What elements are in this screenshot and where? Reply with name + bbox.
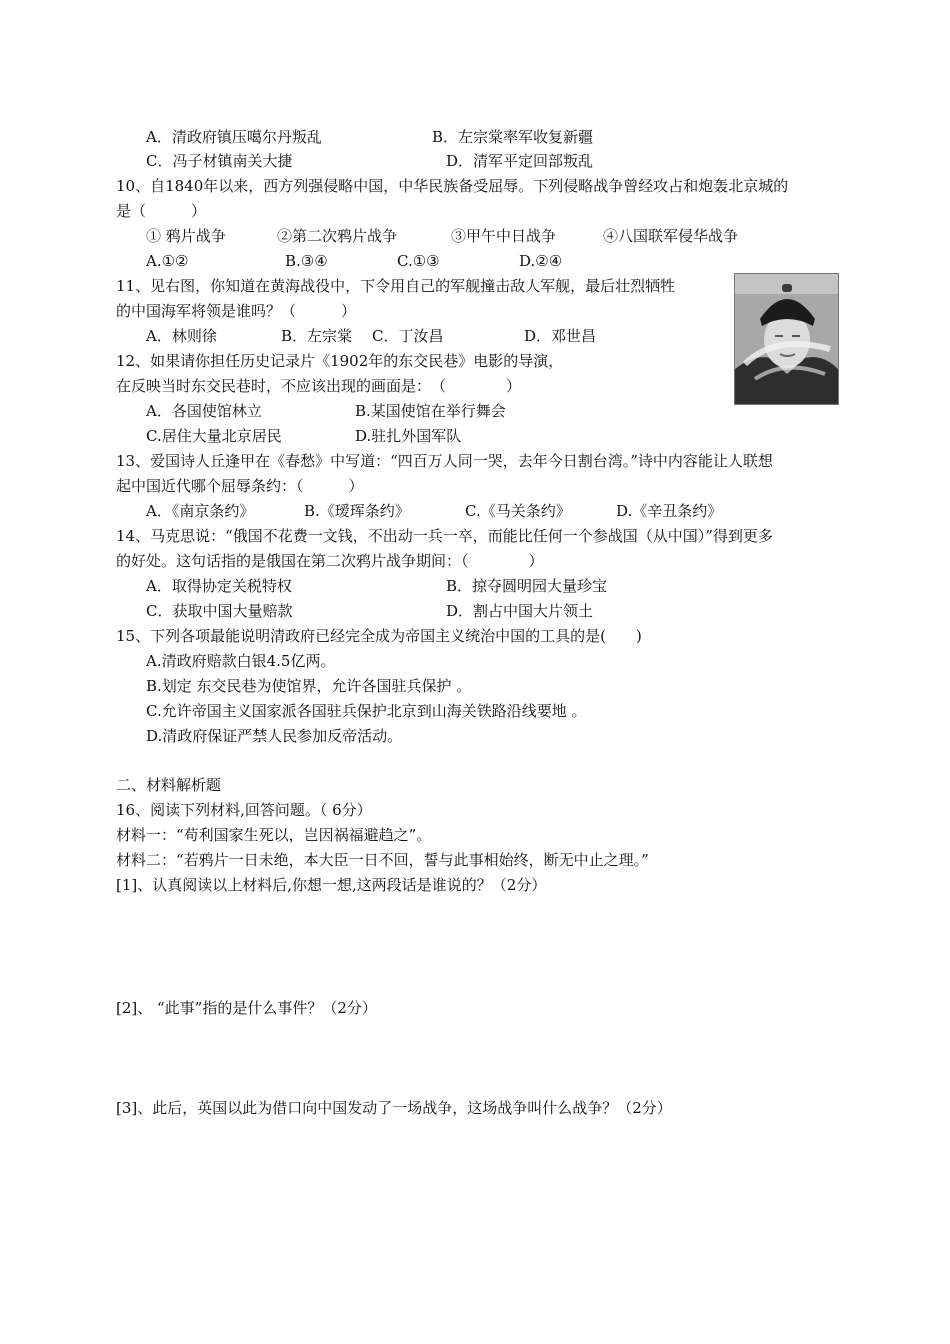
q14-option-b: B．掠夺圆明园大量珍宝 (446, 577, 608, 595)
q12-option-a: A．各国使馆林立 (146, 402, 262, 420)
q12-option-d: D.驻扎外国军队 (355, 427, 462, 445)
q11-option-b: B．左宗棠 (281, 327, 353, 345)
q11-option-a: A．林则徐 (146, 327, 217, 345)
q14-option-c: C．获取中国大量赔款 (146, 602, 293, 620)
section-title: 二、材料解析题 (116, 776, 222, 794)
material-two: 材料二：“若鸦片一日未绝，本大臣一日不回，誓与此事相始终，断无中止之理。” (116, 851, 649, 869)
q14-stem-line2: 的好处。这句话指的是俄国在第二次鸦片战争期间：（ ） (116, 552, 544, 570)
q10-item-4: ④八国联军侵华战争 (603, 227, 739, 245)
q11-stem-line1: 11、见右图，你知道在黄海战役中，下令用自己的军舰撞击敌人军舰，最后壮烈牺牲 (116, 277, 676, 295)
q15-stem: 15、下列各项最能说明清政府已经完全成为帝国主义统治中国的工具的是( ) (116, 627, 642, 645)
q11-option-d: D．邓世昌 (524, 327, 597, 345)
q11-option-c: C．丁汝昌 (372, 327, 444, 345)
q13-option-d: D.《辛丑条约》 (616, 502, 723, 520)
q10-stem-line1: 10、自1840年以来，西方列强侵略中国，中华民族备受屈辱。下列侵略战争曾经攻占和炮轰北京城的 (116, 177, 789, 195)
q14-option-a: A．取得协定关税特权 (146, 577, 292, 595)
q12-option-c: C.居住大量北京居民 (146, 427, 282, 445)
q9-option-d: D．清军平定回部叛乱 (446, 152, 594, 170)
q10-option-a: A.①② (146, 252, 189, 270)
sub-question-3: [3]、此后，英国以此为借口向中国发动了一场战争，这场战争叫什么战争？（2分） (116, 1099, 672, 1117)
q10-item-2: ②第二次鸦片战争 (277, 227, 398, 245)
q15-option-d: D.清政府保证严禁人民参加反帝活动。 (146, 727, 403, 745)
q10-item-3: ③甲午中日战争 (451, 227, 557, 245)
q10-stem-line2: 是（ ） (116, 202, 207, 220)
q15-option-c: C.允许帝国主义国家派各国驻兵保护北京到山海关铁路沿线要地 。 (146, 702, 587, 720)
q15-option-a: A.清政府赔款白银4.5亿两。 (146, 652, 336, 670)
sub-question-1: [1]、认真阅读以上材料后,你想一想,这两段话是谁说的？（2分） (116, 876, 547, 894)
q14-stem-line1: 14、马克思说：“俄国不花费一文钱，不出动一兵一卒，而能比任何一个参战国（从中国）”得到更多 (116, 527, 773, 545)
q10-item-1: ① 鸦片战争 (146, 227, 226, 245)
q12-stem-line1: 12、如果请你担任历史记录片《1902年的东交民巷》电影的导演， (116, 352, 564, 370)
q9-option-b: B．左宗棠率军收复新疆 (432, 128, 594, 146)
q15-option-b: B.划定 东交民巷为使馆界，允许各国驻兵保护 。 (146, 677, 472, 695)
q13-option-b: B.《瑷珲条约》 (304, 502, 410, 520)
q13-option-c: C.《马关条约》 (465, 502, 571, 520)
q10-option-c: C.①③ (397, 252, 440, 270)
material-one: 材料一：“苟利国家生死以，岂因祸福避趋之”。 (116, 826, 432, 844)
q13-stem-line1: 13、爱国诗人丘逢甲在《春愁》中写道：“四百万人同一哭，去年今日割台湾。”诗中内容能让人联想 (116, 452, 773, 470)
q11-stem-line2: 的中国海军将领是谁吗？（ ） (116, 302, 357, 320)
q12-stem-line2: 在反映当时东交民巷时，不应该出现的画面是： （ ） (116, 377, 522, 395)
q16-stem: 16、阅读下列材料,回答问题。（ 6分） (116, 801, 372, 819)
q12-option-b: B.某国使馆在举行舞会 (355, 402, 506, 420)
q14-option-d: D．割占中国大片领土 (446, 602, 594, 620)
q9-option-a: A．清政府镇压噶尔丹叛乱 (146, 128, 322, 146)
q10-option-d: D.②④ (519, 252, 563, 270)
sub-question-2: [2]、 “此事”指的是什么事件？（2分） (116, 999, 377, 1017)
q9-option-c: C．冯子材镇南关大捷 (146, 152, 293, 170)
portrait-photo (734, 273, 839, 405)
q10-option-b: B.③④ (285, 252, 328, 270)
q13-stem-line2: 起中国近代哪个屈辱条约：（ ） (116, 477, 364, 495)
q13-option-a: A．《南京条约》 (146, 502, 255, 520)
